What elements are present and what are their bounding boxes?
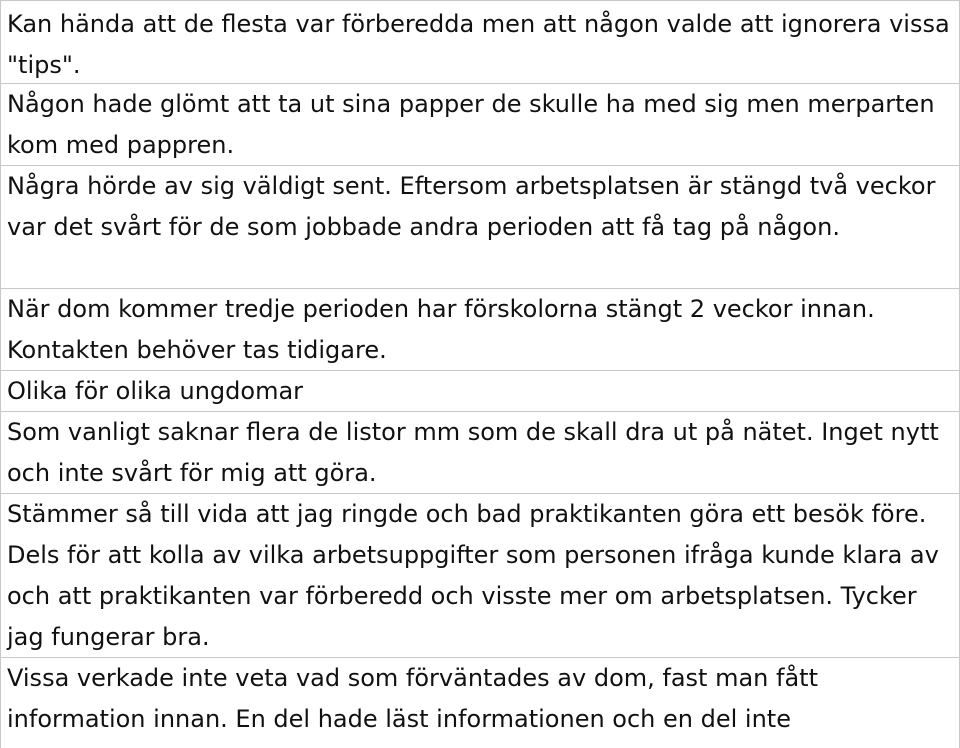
comment-row: Olika för olika ungdomar: [1, 371, 959, 412]
comment-row: Några hörde av sig väldigt sent. Eftersom arbetsplatsen är stängd två veckor var det svårt för de som jobbade andra perioden att få tag på någon.: [1, 166, 959, 289]
comment-row: Stämmer så till vida att jag ringde och bad praktikanten göra ett besök före. Dels för att kolla av vilka arbetsuppgifter som personen ifråga kunde klara av och att praktikanten var förberedd och visste mer om arbetsplatsen. Tycker jag fungerar bra.: [1, 494, 959, 658]
comment-row: Någon hade glömt att ta ut sina papper de skulle ha med sig men merparten kom med pappren.: [1, 84, 959, 166]
comment-row: När dom kommer tredje perioden har förskolorna stängt 2 veckor innan. Kontakten behöver tas tidigare.: [1, 289, 959, 371]
comment-row: Som vanligt saknar flera de listor mm som de skall dra ut på nätet. Inget nytt och inte svårt för mig att göra.: [1, 412, 959, 494]
comment-row: Kan hända att de flesta var förberedda men att någon valde att ignorera vissa "tips".: [1, 1, 959, 84]
comment-row: Vissa verkade inte veta vad som förväntades av dom, fast man fått information innan. En del hade läst informationen och en del inte: [7, 664, 818, 733]
